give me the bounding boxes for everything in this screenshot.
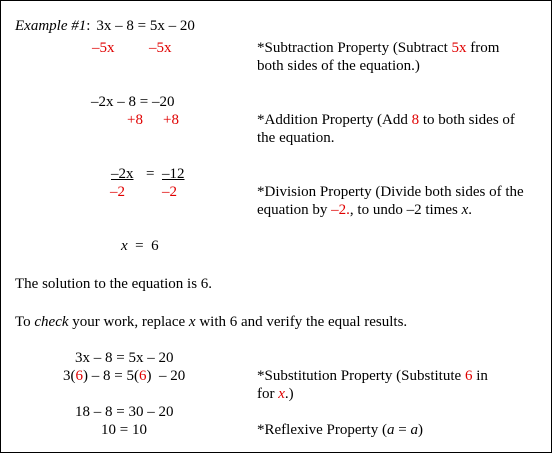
addition-property-line2: the equation. [257,130,335,146]
fraction-right-denominator: –2 [162,184,177,200]
division-text-end: . [468,202,472,218]
example-colon: : [86,18,91,34]
subtract-right: –5x [149,40,172,56]
subtraction-text-a: *Subtraction Property (Subtract [257,40,452,56]
division-text-b: , to undo –2 times [349,202,462,218]
substitution-property-line1 [257,367,488,385]
substitution-term: 6 [464,368,473,384]
substitution-variable: x [278,386,285,402]
verify-line2-a: 3( [63,368,76,384]
fraction-right-numerator: –12 [162,166,185,182]
fraction-equals: = [146,166,155,182]
check-variable: x [188,314,196,330]
addition-text-b: to both sides of [419,112,515,128]
division-property-line1: *Division Property (Divide both sides of the [257,184,524,200]
verify-line3: 18 – 8 = 30 – 20 [75,404,174,420]
division-text-a: equation by [257,202,332,218]
subtraction-property-line2: both sides of the equation.) [257,58,420,74]
check-text-a: To [15,314,35,330]
reflexive-var-a: a [386,422,395,438]
division-property-line2 [257,201,472,219]
verify-line4: 10 = 10 [101,422,147,438]
subtract-left: –5x [92,40,115,56]
verify-line2-c: ) – 20 [146,368,186,384]
check-text-c: with 6 and verify the equal results. [195,314,408,330]
result-line [121,237,159,255]
reflexive-property [257,421,423,439]
subtraction-property-line1 [257,39,499,57]
substitution-line2-end: .) [284,386,294,402]
substitution-line2-a: for [257,386,279,402]
step2-equation: –2x – 8 = –20 [91,94,175,110]
addition-text-a: *Addition Property (Add [257,112,412,128]
verify-line2-sub2: 6 [138,368,147,384]
fraction-left-numerator: –2x [111,166,134,182]
addition-property-line1 [257,111,515,129]
reflexive-var-b: a [410,422,418,438]
result-value: = 6 [127,238,159,254]
fraction-left-denominator: –2 [110,184,125,200]
add-right: +8 [163,112,179,128]
add-left: +8 [127,112,143,128]
substitution-property-line2 [257,385,294,403]
verify-line2-sub1: 6 [75,368,83,384]
verify-line1: 3x – 8 = 5x – 20 [75,350,174,366]
substitution-text-b: in [472,368,488,384]
solution-sentence: The solution to the equation is 6. [15,276,213,292]
reflexive-end: ) [417,422,423,438]
reflexive-mid: = [394,422,411,438]
example-header [15,17,195,35]
result-variable: x [121,238,128,254]
check-word: check [34,314,69,330]
substitution-text-a: *Substitution Property (Substitute [257,368,465,384]
division-variable: x [461,202,469,218]
addition-term: 8 [411,112,420,128]
example-label: Example #1 [15,18,87,34]
reflexive-text-a: *Reflexive Property ( [257,422,387,438]
subtraction-term: 5x [451,40,467,56]
check-instruction [15,313,407,331]
check-text-b: your work, replace [68,314,189,330]
verify-line2 [63,367,185,385]
division-term: –2. [331,202,350,218]
example-equation: 3x – 8 = 5x – 20 [96,18,195,34]
subtraction-text-b: from [466,40,500,56]
verify-line2-b: ) – 8 = 5( [83,368,139,384]
